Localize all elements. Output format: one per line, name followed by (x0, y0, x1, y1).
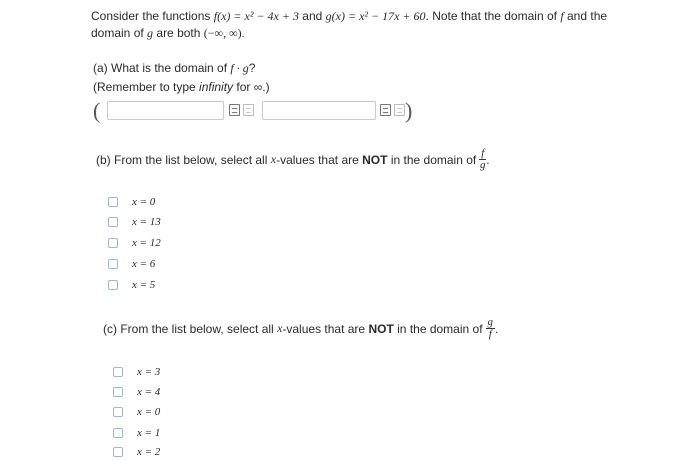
checkbox[interactable] (108, 259, 118, 269)
part-c-not: NOT (368, 321, 394, 336)
frac-den: g (480, 159, 486, 171)
hint-prefix: (Remember to type (93, 80, 196, 94)
part-a-prefix: (a) What is the domain of (93, 61, 228, 75)
checkbox[interactable] (113, 407, 123, 417)
part-c-option[interactable] (113, 364, 160, 380)
checkbox[interactable] (113, 447, 123, 457)
option-label: x = 13 (132, 216, 161, 228)
part-b-option[interactable] (108, 235, 161, 251)
option-label: x = 5 (132, 279, 156, 291)
checkbox[interactable] (113, 428, 123, 438)
part-b-period: . (486, 152, 490, 167)
intro-f: f (560, 9, 564, 23)
part-b-mid: -values that are (276, 152, 359, 167)
part-b-prefix: (b) From the list below, select all (96, 152, 268, 167)
part-c-question (103, 317, 498, 340)
option-label: x = 3 (137, 366, 161, 378)
g-over-f-fraction (486, 316, 499, 340)
hint-suffix: for ∞.) (236, 80, 270, 94)
f-definition: f(x) = x² − 4x + 3 (213, 9, 299, 23)
option-label: x = 2 (137, 446, 161, 458)
option-label: x = 12 (132, 237, 161, 249)
open-paren: ( (93, 98, 101, 123)
part-c-period: . (495, 321, 499, 336)
option-label: x = 6 (132, 258, 156, 270)
intro-are-both: are both (156, 26, 201, 40)
part-c-option[interactable] (113, 384, 160, 400)
symbol-palette-icon-right[interactable] (394, 104, 405, 116)
part-c-prefix: (c) From the list below, select all (103, 321, 274, 336)
intro-domain: (−∞, ∞). (203, 26, 245, 40)
hint-infinity: infinity (199, 80, 234, 94)
checkbox[interactable] (108, 197, 118, 207)
frac-num: f (481, 147, 485, 159)
part-b-option[interactable] (108, 256, 155, 272)
part-b-option[interactable] (108, 277, 155, 293)
checkbox[interactable] (108, 238, 118, 248)
option-label: x = 0 (132, 196, 156, 208)
problem-intro (91, 8, 681, 42)
part-a-question (93, 61, 255, 76)
option-label: x = 4 (137, 386, 161, 398)
frac-den: f (488, 328, 492, 340)
option-label: x = 0 (137, 406, 161, 418)
g-definition: g(x) = x² − 17x + 60 (325, 9, 426, 23)
part-a-math: f · g (230, 61, 249, 75)
part-b-not: NOT (362, 152, 388, 167)
part-c-mid: -values that are (282, 321, 366, 336)
part-b-suffix: in the domain of (390, 152, 477, 167)
symbol-palette-icon[interactable] (243, 104, 254, 116)
checkbox[interactable] (108, 217, 118, 227)
math-editor-icon[interactable] (229, 104, 240, 116)
intro-and-the: and the (567, 9, 608, 23)
part-b-question (96, 148, 490, 171)
close-paren: ) (405, 98, 413, 123)
f-over-g-fraction (479, 148, 486, 171)
domain-left-input[interactable] (107, 101, 224, 120)
part-a-hint (93, 80, 270, 94)
domain-right-input[interactable] (262, 101, 376, 120)
part-c-suffix: in the domain of (397, 321, 483, 336)
part-c-var: x (277, 321, 283, 335)
checkbox[interactable] (108, 280, 118, 290)
intro-note: . Note that the domain of (425, 9, 557, 23)
checkbox[interactable] (113, 367, 123, 377)
frac-num: g (487, 316, 494, 328)
checkbox[interactable] (113, 387, 123, 397)
intro-lead: Consider the functions (91, 9, 211, 23)
part-b-option[interactable] (108, 194, 155, 210)
intro-g: g (147, 26, 154, 40)
part-c-option[interactable] (113, 404, 160, 420)
part-c-option[interactable] (113, 425, 160, 441)
part-c-option[interactable] (113, 444, 160, 460)
part-a-suffix: ? (248, 61, 256, 75)
math-editor-icon-right[interactable] (380, 104, 391, 116)
part-b-var: x (270, 152, 277, 166)
intro-and: and (302, 9, 323, 23)
part-b-option[interactable] (108, 214, 161, 230)
option-label: x = 1 (137, 427, 161, 439)
intro-domain-of: domain of (91, 26, 144, 40)
